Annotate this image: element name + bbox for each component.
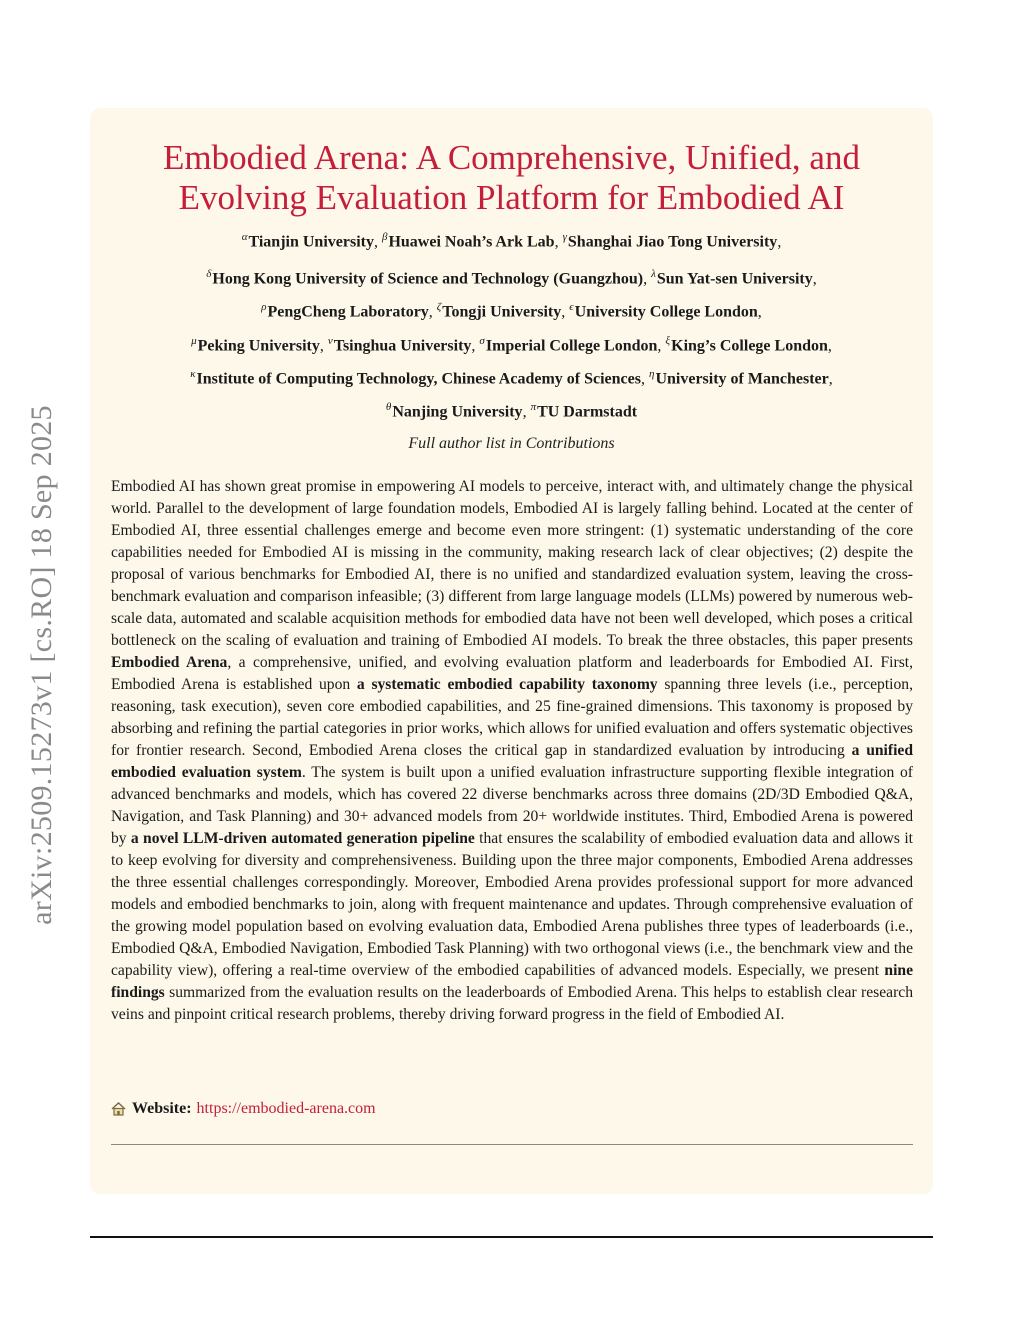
affiliation-symbol: β bbox=[381, 231, 388, 243]
affiliation-separator: , bbox=[828, 370, 833, 388]
footer-divider bbox=[90, 1236, 933, 1238]
affiliation-name: PengCheng Laboratory bbox=[267, 303, 429, 321]
affiliation-symbol: ρ bbox=[261, 301, 267, 313]
affiliation-separator: , bbox=[812, 270, 817, 288]
affiliation-line-1 bbox=[90, 231, 933, 251]
abstract-text: Embodied AI has shown great promise in empowering AI models to perceive, interact with, and ultimately change the physical world. Parallel to the development of large foundation models, Embodied AI is largely falling behind. Located at the center of Embodied AI, three essential challenges emerge and become even more stringent: (1) systematic understanding of the core capabilities needed for Embodied AI is missing in the community, making research lack of clear objectives; (2) despite the proposal of various benchmarks for Embodied AI, there is no unified and standardized evaluation system, leaving the cross-benchmark evaluation and comparison infeasible; (3) different from large language models (LLMs) powered by numerous web-scale data, automated and scalable acquisition methods for embodied data have not been well developed, which poses a critical bottleneck on the scaling of evaluation and training of Embodied AI models. To break the three obstacles, this paper presents bbox=[111, 478, 913, 649]
abstract-emphasis: nine findings bbox=[111, 962, 913, 1001]
affiliation-separator: , bbox=[554, 233, 563, 251]
affiliation-symbol: ϵ bbox=[569, 301, 574, 313]
affiliation-separator: , bbox=[643, 270, 652, 288]
affiliation-name: Imperial College London bbox=[485, 337, 658, 355]
website-row bbox=[111, 1100, 376, 1118]
abstract-text: , a comprehensive, unified, and evolving evaluation platform and leaderboards for Embodied AI. First, Embodied Arena is established upon bbox=[111, 654, 914, 693]
affiliation-symbol: π bbox=[530, 401, 537, 413]
affiliation-separator: , bbox=[640, 370, 649, 388]
affiliation-line-2 bbox=[90, 268, 933, 288]
abstract-text: that ensures the scalability of embodied evaluation data and allows it to keep evolving for diversity and comprehensiveness. Building upon the three major components, Embodied Arena addresses the three essential challenges correspondingly. Moreover, Embodied Arena provides professional support for more advanced models and embodied benchmarks to join, along with frequent maintenance and updates. Through comprehensive evaluation of the growing model population based on evolving evaluation data, Embodied Arena publishes three types of leaderboards (i.e., Embodied Q&A, Embodied Navigation, Embodied Task Planning) with two orthogonal views (i.e., the benchmark view and the capability view), offering a real-time overview of the embodied capabilities of advanced models. Especially, we present bbox=[111, 830, 913, 979]
abstract-emphasis: a systematic embodied capability taxonomy bbox=[356, 676, 658, 693]
affiliation-symbol: η bbox=[648, 368, 655, 380]
panel-divider bbox=[111, 1144, 913, 1145]
house-icon bbox=[111, 1102, 126, 1116]
affiliation-name: Hong Kong University of Science and Technology (Guangzhou) bbox=[212, 270, 644, 288]
affiliation-symbol: δ bbox=[206, 268, 212, 280]
arxiv-identifier: arXiv:2509.15273v1 [cs.RO] 18 Sep 2025 bbox=[25, 405, 58, 925]
affiliation-symbol: ξ bbox=[665, 335, 671, 347]
title-line-1: Embodied Arena: A Comprehensive, Unified, and bbox=[163, 138, 860, 177]
affiliation-symbol: σ bbox=[479, 335, 485, 347]
affiliation-name: TU Darmstadt bbox=[537, 403, 638, 421]
affiliation-symbol: α bbox=[241, 231, 248, 243]
abstract-text: summarized from the evaluation results on the leaderboards of Embodied Arena. This helps to establish clear research veins and pinpoint critical research problems, thereby driving forward progress in the field of Embodied AI. bbox=[111, 984, 913, 1023]
affiliation-symbol: ν bbox=[327, 335, 333, 347]
affiliation-line-6 bbox=[90, 401, 933, 421]
affiliation-line-4 bbox=[90, 335, 933, 355]
affiliation-separator: , bbox=[561, 303, 570, 321]
abstract-emphasis: a novel LLM-driven automated generation pipeline bbox=[130, 830, 475, 847]
website-link[interactable]: https://embodied-arena.com bbox=[196, 1100, 376, 1117]
affiliation-name: Peking University bbox=[197, 337, 320, 355]
affiliation-separator: , bbox=[757, 303, 762, 321]
affiliation-name: Institute of Computing Technology, Chinese Academy of Sciences bbox=[196, 370, 641, 388]
affiliation-separator: , bbox=[777, 233, 782, 251]
affiliation-symbol: μ bbox=[191, 335, 197, 347]
affiliation-line-3 bbox=[90, 301, 933, 321]
title-abstract-panel bbox=[90, 108, 933, 1194]
affiliation-name: Shanghai Jiao Tong University bbox=[567, 233, 778, 251]
affiliation-symbol: λ bbox=[651, 268, 656, 280]
affiliation-separator: , bbox=[522, 403, 531, 421]
affiliation-name: Tsinghua University bbox=[333, 337, 472, 355]
abstract bbox=[111, 476, 913, 1026]
affiliation-separator: , bbox=[319, 337, 328, 355]
affiliation-symbol: θ bbox=[385, 401, 392, 413]
affiliation-name: University of Manchester bbox=[655, 370, 829, 388]
affiliation-name: Huawei Noah’s Ark Lab bbox=[388, 233, 555, 251]
affiliation-name: Tianjin University bbox=[248, 233, 374, 251]
affiliation-separator: , bbox=[471, 337, 480, 355]
abstract-emphasis: Embodied Arena bbox=[111, 654, 228, 671]
affiliation-separator: , bbox=[827, 337, 832, 355]
affiliation-symbol: κ bbox=[190, 368, 196, 380]
affiliation-separator: , bbox=[657, 337, 666, 355]
affiliation-separator: , bbox=[428, 303, 437, 321]
website-label: Website: bbox=[132, 1100, 192, 1117]
paper-title bbox=[90, 138, 933, 218]
abstract-emphasis: a unified embodied evaluation system bbox=[111, 742, 913, 781]
full-author-note: Full author list in Contributions bbox=[408, 435, 615, 452]
affiliation-name: Sun Yat-sen University bbox=[656, 270, 813, 288]
affiliation-name: Nanjing University bbox=[392, 403, 523, 421]
affiliation-symbol: ζ bbox=[436, 301, 442, 313]
abstract-text: spanning three levels (i.e., perception, reasoning, task execution), seven core embodied capabilities, and 25 fine-grained dimensions. This taxonomy is proposed by absorbing and refining the partial categories in prior works, which allows for unified evaluation and offers systematic objectives for frontier research. Second, Embodied Arena closes the critical gap in standardized evaluation by introducing bbox=[111, 676, 913, 759]
affiliation-line-5 bbox=[90, 368, 933, 388]
affiliation-name: Tongji University bbox=[442, 303, 562, 321]
affiliation-name: University College London bbox=[574, 303, 758, 321]
affiliation-name: King’s College London bbox=[671, 337, 828, 355]
title-line-2: Evolving Evaluation Platform for Embodied AI bbox=[178, 178, 845, 217]
abstract-text: . The system is built upon a unified evaluation infrastructure supporting flexible integration of advanced benchmarks and models, which has covered 22 diverse benchmarks across three domains (2D/3D Embodied Q&A, Navigation, and Task Planning) and 30+ advanced models from 20+ worldwide institutes. Third, Embodied Arena is powered by bbox=[111, 764, 914, 847]
affiliation-separator: , bbox=[373, 233, 382, 251]
affiliation-symbol: γ bbox=[562, 231, 567, 243]
